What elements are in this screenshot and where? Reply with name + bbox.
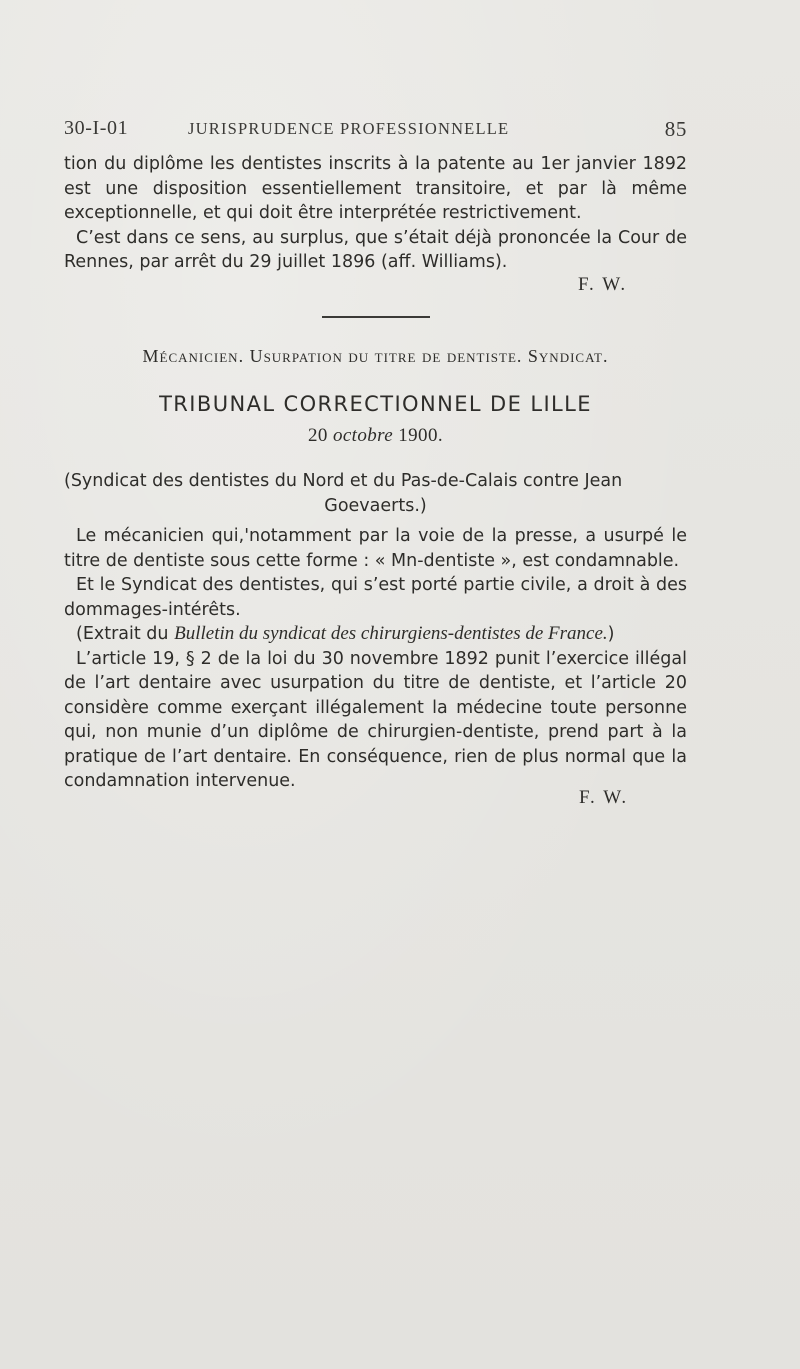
page-number: 85 (664, 117, 687, 141)
parties (64, 469, 687, 518)
running-head (64, 117, 687, 143)
source-title: Bulletin du syndicat des chirurgiens-dentistes de France. (174, 623, 608, 644)
signature-top: F. W. (578, 274, 628, 295)
parties-line-2: Goevaerts.) (324, 495, 427, 516)
section-divider (322, 316, 430, 318)
paragraph-rennes: C’est dans ce sens, au surplus, que s’était déjà prononcée la Cour de Rennes, par arrêt du 29 juillet 1896 (aff. Williams). (64, 227, 687, 272)
summary-paragraph-2: Et le Syndicat des dentistes, qui s’est porté partie civile, a droit à des dommages-intérêts. (64, 575, 687, 620)
source-suffix: ) (607, 624, 615, 644)
top-text-block (64, 152, 687, 275)
judgment-date (64, 425, 687, 447)
section-heading (64, 346, 687, 367)
commentary-paragraph: L’article 19, § 2 de la loi du 30 novembre 1892 punit l’exercice illégal de l’art dentaire avec usurpation du titre de dentiste, et l’article 20 considère comme exerçant illégalement la médecine toute personne qui, non munie d’un diplôme de chirurgien-dentiste, prend part à la pratique de l’art dentaire. En conséquence, rien de plus normal que la condamnation intervenue. (64, 648, 687, 791)
continuation-paragraph: tion du diplôme les dentistes inscrits à la patente au 1er janvier 1892 est une disposition essentiellement transitoire, et par là même exceptionnelle, et qui doit être interprétée restrictivement. (64, 154, 687, 223)
issue-date: 30-I-01 (64, 117, 129, 139)
source-prefix: (Extrait du (76, 624, 169, 644)
court-name: TRIBUNAL CORRECTIONNEL DE LILLE (159, 392, 592, 416)
date-month: octobre (332, 425, 394, 446)
parties-line-1: (Syndicat des dentistes du Nord et du Pas-de-Calais contre Jean (64, 471, 623, 491)
running-title: JURISPRUDENCE PROFESSIONNELLE (188, 119, 510, 138)
signature-bottom: F. W. (579, 787, 629, 808)
source-citation (64, 622, 687, 647)
section-heading-text: Mécanicien. Usurpation du titre de dentiste. Syndicat. (142, 346, 609, 366)
date-day: 20 (307, 425, 328, 446)
date-year: 1900. (398, 425, 443, 446)
summary-paragraph-1: Le mécanicien qui,'notamment par la voie de la presse, a usurpé le titre de dentiste sous cette forme : « Mn-dentiste », est condamnable. (64, 526, 687, 571)
summary-block (64, 524, 687, 794)
